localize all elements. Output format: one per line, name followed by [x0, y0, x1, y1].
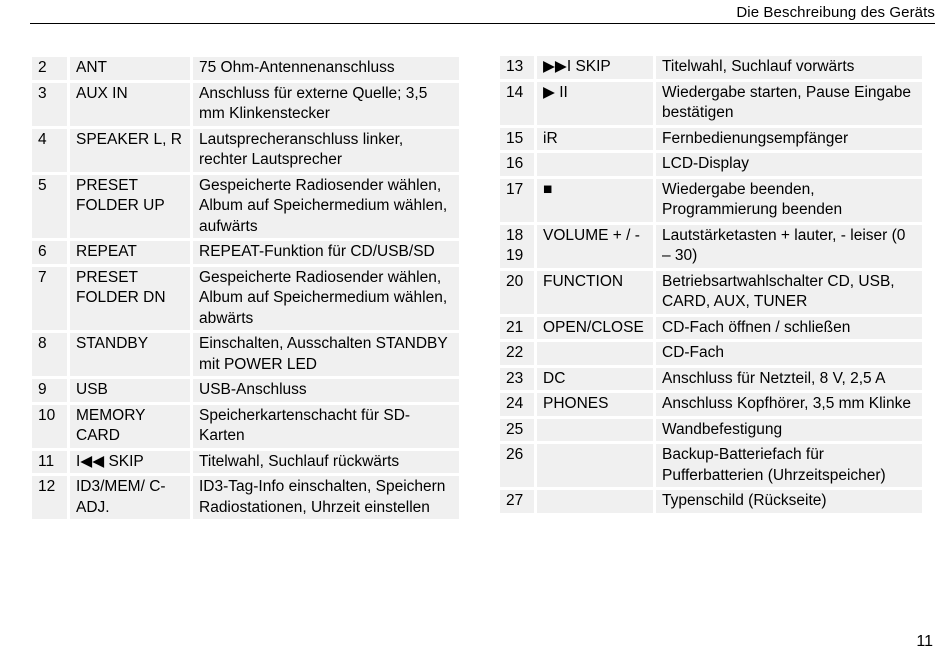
item-number: 18 19	[500, 225, 534, 268]
item-name: ▶▶I SKIP	[537, 56, 653, 79]
table-row	[500, 56, 922, 79]
item-number: 20	[500, 271, 534, 314]
item-number: 21	[500, 317, 534, 340]
table-row	[500, 317, 922, 340]
item-name	[537, 444, 653, 487]
item-description: Anschluss für Netzteil, 8 V, 2,5 A	[656, 368, 922, 391]
table-row	[32, 267, 459, 331]
table-row	[32, 175, 459, 239]
item-name: ID3/MEM/ C-ADJ.	[70, 476, 190, 519]
item-number: 3	[32, 83, 67, 126]
item-description: Anschluss Kopfhörer, 3,5 mm Klinke	[656, 393, 922, 416]
header-title: Die Beschreibung des Geräts	[736, 4, 935, 21]
item-description: Lautstärketasten + lauter, - leiser (0 – 30)	[656, 225, 922, 268]
item-name: USB	[70, 379, 190, 402]
table-row	[500, 179, 922, 222]
item-description: Anschluss für externe Quelle; 3,5 mm Klinkenstecker	[193, 83, 459, 126]
item-description: 75 Ohm-Antennenanschluss	[193, 57, 459, 80]
item-name: VOLUME + / -	[537, 225, 653, 268]
table-row	[32, 405, 459, 448]
page-header	[30, 0, 935, 24]
item-number: 14	[500, 82, 534, 125]
item-number: 12	[32, 476, 67, 519]
item-name: FUNCTION	[537, 271, 653, 314]
table-row	[500, 393, 922, 416]
item-name: PRESET FOLDER DN	[70, 267, 190, 331]
table-row	[500, 128, 922, 151]
item-description: Titelwahl, Suchlauf vorwärts	[656, 56, 922, 79]
table-row	[500, 153, 922, 176]
item-number: 10	[32, 405, 67, 448]
item-name	[537, 342, 653, 365]
item-name: ANT	[70, 57, 190, 80]
item-number: 24	[500, 393, 534, 416]
table-row	[32, 57, 459, 80]
table-row	[32, 241, 459, 264]
item-name: PHONES	[537, 393, 653, 416]
table-row	[500, 342, 922, 365]
item-name: iR	[537, 128, 653, 151]
item-name: OPEN/CLOSE	[537, 317, 653, 340]
item-number: 11	[32, 451, 67, 474]
left-parts-table	[29, 54, 462, 522]
item-name: REPEAT	[70, 241, 190, 264]
item-description: Typenschild (Rückseite)	[656, 490, 922, 513]
item-number: 9	[32, 379, 67, 402]
item-number: 22	[500, 342, 534, 365]
table-row	[32, 451, 459, 474]
item-name: SPEAKER L, R	[70, 129, 190, 172]
item-number: 23	[500, 368, 534, 391]
item-number: 25	[500, 419, 534, 442]
item-description: Backup-Batteriefach für Pufferbatterien (Uhrzeitspeicher)	[656, 444, 922, 487]
right-parts-table	[497, 53, 925, 516]
page-number: 11	[916, 633, 933, 650]
table-row	[500, 82, 922, 125]
item-description: Gespeicherte Radiosender wählen, Album auf Speichermedium wählen, abwärts	[193, 267, 459, 331]
item-number: 15	[500, 128, 534, 151]
item-description: Speicherkartenschacht für SD-Karten	[193, 405, 459, 448]
table-row	[32, 379, 459, 402]
table-row	[32, 333, 459, 376]
item-description: Wandbefestigung	[656, 419, 922, 442]
table-row	[32, 83, 459, 126]
item-name: AUX IN	[70, 83, 190, 126]
item-description: REPEAT-Funktion für CD/USB/SD	[193, 241, 459, 264]
item-number: 8	[32, 333, 67, 376]
table-row	[500, 368, 922, 391]
item-description: CD-Fach	[656, 342, 922, 365]
item-number: 26	[500, 444, 534, 487]
item-description: Wiedergabe starten, Pause Eingabe bestätigen	[656, 82, 922, 125]
item-name: PRESET FOLDER UP	[70, 175, 190, 239]
item-name: DC	[537, 368, 653, 391]
item-description: USB-Anschluss	[193, 379, 459, 402]
item-number: 16	[500, 153, 534, 176]
item-description: Einschalten, Ausschalten STANDBY mit POWER LED	[193, 333, 459, 376]
item-name: ▶ II	[537, 82, 653, 125]
item-description: Gespeicherte Radiosender wählen, Album auf Speichermedium wählen, aufwärts	[193, 175, 459, 239]
item-description: Fernbedienungsempfänger	[656, 128, 922, 151]
table-row	[500, 271, 922, 314]
item-name	[537, 490, 653, 513]
item-number: 7	[32, 267, 67, 331]
item-description: LCD-Display	[656, 153, 922, 176]
item-number: 13	[500, 56, 534, 79]
item-name: ■	[537, 179, 653, 222]
item-description: Wiedergabe beenden, Programmierung beenden	[656, 179, 922, 222]
item-description: CD-Fach öffnen / schließen	[656, 317, 922, 340]
item-name: MEMORY CARD	[70, 405, 190, 448]
item-name	[537, 153, 653, 176]
item-number: 2	[32, 57, 67, 80]
item-number: 4	[32, 129, 67, 172]
item-name: I◀◀ SKIP	[70, 451, 190, 474]
table-row	[32, 129, 459, 172]
table-row	[500, 490, 922, 513]
item-description: Lautsprecheranschluss linker, rechter Lautsprecher	[193, 129, 459, 172]
item-name	[537, 419, 653, 442]
table-row	[32, 476, 459, 519]
item-number: 5	[32, 175, 67, 239]
item-description: Titelwahl, Suchlauf rückwärts	[193, 451, 459, 474]
item-number: 27	[500, 490, 534, 513]
item-description: Betriebsartwahlschalter CD, USB, CARD, AUX, TUNER	[656, 271, 922, 314]
table-row	[500, 444, 922, 487]
item-name: STANDBY	[70, 333, 190, 376]
table-row	[500, 419, 922, 442]
table-row	[500, 225, 922, 268]
item-number: 6	[32, 241, 67, 264]
item-number: 17	[500, 179, 534, 222]
item-description: ID3-Tag-Info einschalten, Speichern Radiostationen, Uhrzeit einstellen	[193, 476, 459, 519]
